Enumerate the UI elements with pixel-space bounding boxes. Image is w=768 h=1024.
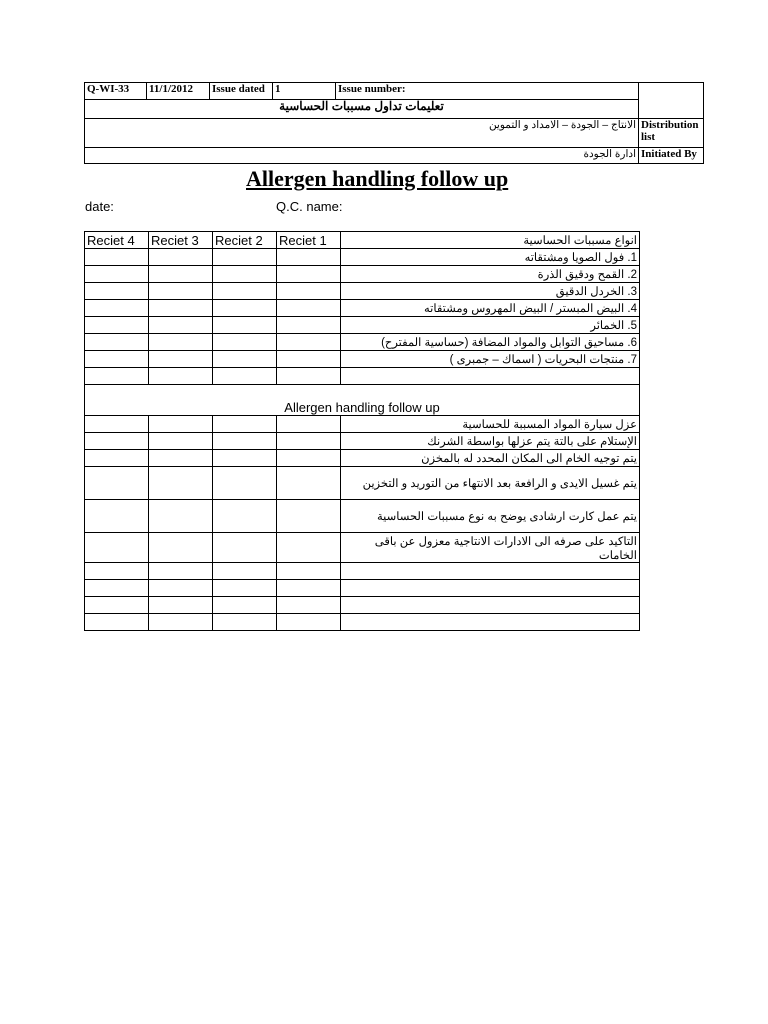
column-header-2: Reciet 2	[213, 232, 277, 249]
column-header-1: Reciet 1	[277, 232, 341, 249]
reciet-3-cell[interactable]	[149, 533, 213, 563]
reciet-2-cell[interactable]	[213, 563, 277, 580]
initiated-value: ادارة الجودة	[85, 148, 639, 164]
reciet-3-cell[interactable]	[149, 563, 213, 580]
table-row	[85, 283, 640, 300]
item-label-empty	[341, 368, 640, 385]
issue-number-label: Issue number:	[336, 83, 639, 100]
allergen-type-item: 7. منتجات البحريات ( اسماك – جمبرى )	[341, 351, 640, 368]
initiated-label: Initiated By	[639, 148, 704, 164]
table-row	[85, 597, 640, 614]
reciet-4-cell[interactable]	[85, 266, 149, 283]
document-header-table	[84, 82, 704, 164]
column-header-3: Reciet 3	[149, 232, 213, 249]
reciet-4-cell[interactable]	[85, 334, 149, 351]
reciet-2-cell[interactable]	[213, 317, 277, 334]
table-row	[85, 351, 640, 368]
column-header-4: Reciet 4	[85, 232, 149, 249]
table-row	[85, 580, 640, 597]
reciet-1-cell[interactable]	[277, 300, 341, 317]
distribution-label: Distribution list	[639, 119, 704, 148]
section2-title-row	[85, 385, 640, 416]
reciet-4-cell[interactable]	[85, 416, 149, 433]
reciet-2-cell[interactable]	[213, 351, 277, 368]
table-row	[85, 433, 640, 450]
issue-dated-label: Issue dated	[210, 83, 273, 100]
reciet-4-cell[interactable]	[85, 467, 149, 500]
item-label-empty	[341, 597, 640, 614]
reciet-2-cell[interactable]	[213, 368, 277, 385]
reciet-1-cell[interactable]	[277, 597, 341, 614]
reciet-1-cell[interactable]	[277, 283, 341, 300]
reciet-4-cell[interactable]	[85, 450, 149, 467]
reciet-4-cell[interactable]	[85, 351, 149, 368]
reciet-4-cell[interactable]	[85, 368, 149, 385]
reciet-3-cell[interactable]	[149, 580, 213, 597]
allergen-type-item: 5. الخمائر	[341, 317, 640, 334]
allergen-type-item: 2. القمح ودقيق الذرة	[341, 266, 640, 283]
reciet-1-cell[interactable]	[277, 433, 341, 450]
table-row	[85, 467, 640, 500]
reciet-1-cell[interactable]	[277, 351, 341, 368]
reciet-3-cell[interactable]	[149, 450, 213, 467]
reciet-3-cell[interactable]	[149, 433, 213, 450]
reciet-1-cell[interactable]	[277, 368, 341, 385]
reciet-2-cell[interactable]	[213, 300, 277, 317]
reciet-3-cell[interactable]	[149, 300, 213, 317]
reciet-3-cell[interactable]	[149, 368, 213, 385]
reciet-3-cell[interactable]	[149, 334, 213, 351]
reciet-2-cell[interactable]	[213, 249, 277, 266]
reciet-3-cell[interactable]	[149, 351, 213, 368]
table-row	[85, 416, 640, 433]
reciet-4-cell[interactable]	[85, 533, 149, 563]
issue-dated-value: 1	[273, 83, 336, 100]
reciet-3-cell[interactable]	[149, 500, 213, 533]
reciet-2-cell[interactable]	[213, 467, 277, 500]
item-label-empty	[341, 563, 640, 580]
reciet-2-cell[interactable]	[213, 500, 277, 533]
reciet-3-cell[interactable]	[149, 283, 213, 300]
allergen-type-item: 6. مساحيق التوابل والمواد المضافة (حساسية المفترح)	[341, 334, 640, 351]
reciet-4-cell[interactable]	[85, 283, 149, 300]
reciet-1-cell[interactable]	[277, 334, 341, 351]
allergen-type-item: 1. فول الصويا ومشتقاته	[341, 249, 640, 266]
reciet-2-cell[interactable]	[213, 597, 277, 614]
reciet-3-cell[interactable]	[149, 317, 213, 334]
reciet-4-cell[interactable]	[85, 300, 149, 317]
reciet-1-cell[interactable]	[277, 580, 341, 597]
column-header-row	[85, 232, 640, 249]
reciet-4-cell[interactable]	[85, 433, 149, 450]
handling-step-item: الإستلام على بالتة يتم عزلها بواسطة الشرنك	[341, 433, 640, 450]
allergen-followup-table	[84, 231, 640, 631]
reciet-1-cell[interactable]	[277, 467, 341, 500]
reciet-2-cell[interactable]	[213, 334, 277, 351]
reciet-3-cell[interactable]	[149, 614, 213, 631]
distribution-value: الانتاج – الجودة – الامداد و التموين	[85, 119, 639, 148]
reciet-2-cell[interactable]	[213, 580, 277, 597]
section2-title: Allergen handling follow up	[85, 385, 640, 416]
reciet-1-cell[interactable]	[277, 249, 341, 266]
reciet-3-cell[interactable]	[149, 467, 213, 500]
table-row	[85, 563, 640, 580]
handling-step-item: عزل سيارة المواد المسببة للحساسية	[341, 416, 640, 433]
item-label-empty	[341, 580, 640, 597]
reciet-4-cell[interactable]	[85, 249, 149, 266]
table-row	[85, 334, 640, 351]
reciet-3-cell[interactable]	[149, 266, 213, 283]
page-title: Allergen handling follow up	[246, 166, 509, 191]
table-row	[85, 614, 640, 631]
doc-title-arabic: تعليمات تداول مسببات الحساسية	[85, 100, 639, 119]
item-label-empty	[341, 614, 640, 631]
allergen-type-item: 3. الخردل الدقيق	[341, 283, 640, 300]
reciet-4-cell[interactable]	[85, 597, 149, 614]
handling-step-item: يتم غسيل الايدى و الرافعة بعد الانتهاء من التوريد و التخزين	[341, 467, 640, 500]
header-empty-cell	[639, 83, 704, 119]
table-row	[85, 249, 640, 266]
section1-header: انواع مسببات الحساسية	[341, 232, 640, 249]
table-row	[85, 500, 640, 533]
reciet-4-cell[interactable]	[85, 317, 149, 334]
reciet-4-cell[interactable]	[85, 563, 149, 580]
table-row	[85, 317, 640, 334]
reciet-2-cell[interactable]	[213, 450, 277, 467]
table-row	[85, 300, 640, 317]
handling-step-item: التاكيد على صرفه الى الادارات الانتاجية معزول عن باقى الخامات	[341, 533, 640, 563]
handling-step-item: يتم توجيه الخام الى المكان المحدد له بالمخزن	[341, 450, 640, 467]
doc-code: Q-WI-33	[85, 83, 147, 100]
table-row	[85, 450, 640, 467]
reciet-1-cell[interactable]	[277, 533, 341, 563]
doc-date: 11/1/2012	[147, 83, 210, 100]
date-label: date:	[85, 199, 114, 214]
table-row	[85, 266, 640, 283]
reciet-1-cell[interactable]	[277, 450, 341, 467]
reciet-2-cell[interactable]	[213, 614, 277, 631]
allergen-type-item: 4. البيض المبستر / البيض المهروس ومشتقاته	[341, 300, 640, 317]
reciet-1-cell[interactable]	[277, 266, 341, 283]
table-row	[85, 368, 640, 385]
reciet-2-cell[interactable]	[213, 433, 277, 450]
reciet-4-cell[interactable]	[85, 500, 149, 533]
table-row	[85, 533, 640, 563]
reciet-1-cell[interactable]	[277, 614, 341, 631]
reciet-3-cell[interactable]	[149, 416, 213, 433]
reciet-4-cell[interactable]	[85, 614, 149, 631]
handling-step-item: يتم عمل كارت ارشادى يوضح به نوع مسببات الحساسية	[341, 500, 640, 533]
reciet-1-cell[interactable]	[277, 563, 341, 580]
qc-name-label: Q.C. name:	[276, 199, 343, 214]
reciet-2-cell[interactable]	[213, 533, 277, 563]
reciet-1-cell[interactable]	[277, 500, 341, 533]
reciet-2-cell[interactable]	[213, 266, 277, 283]
reciet-2-cell[interactable]	[213, 416, 277, 433]
reciet-2-cell[interactable]	[213, 283, 277, 300]
reciet-1-cell[interactable]	[277, 317, 341, 334]
reciet-4-cell[interactable]	[85, 580, 149, 597]
reciet-3-cell[interactable]	[149, 597, 213, 614]
reciet-3-cell[interactable]	[149, 249, 213, 266]
reciet-1-cell[interactable]	[277, 416, 341, 433]
